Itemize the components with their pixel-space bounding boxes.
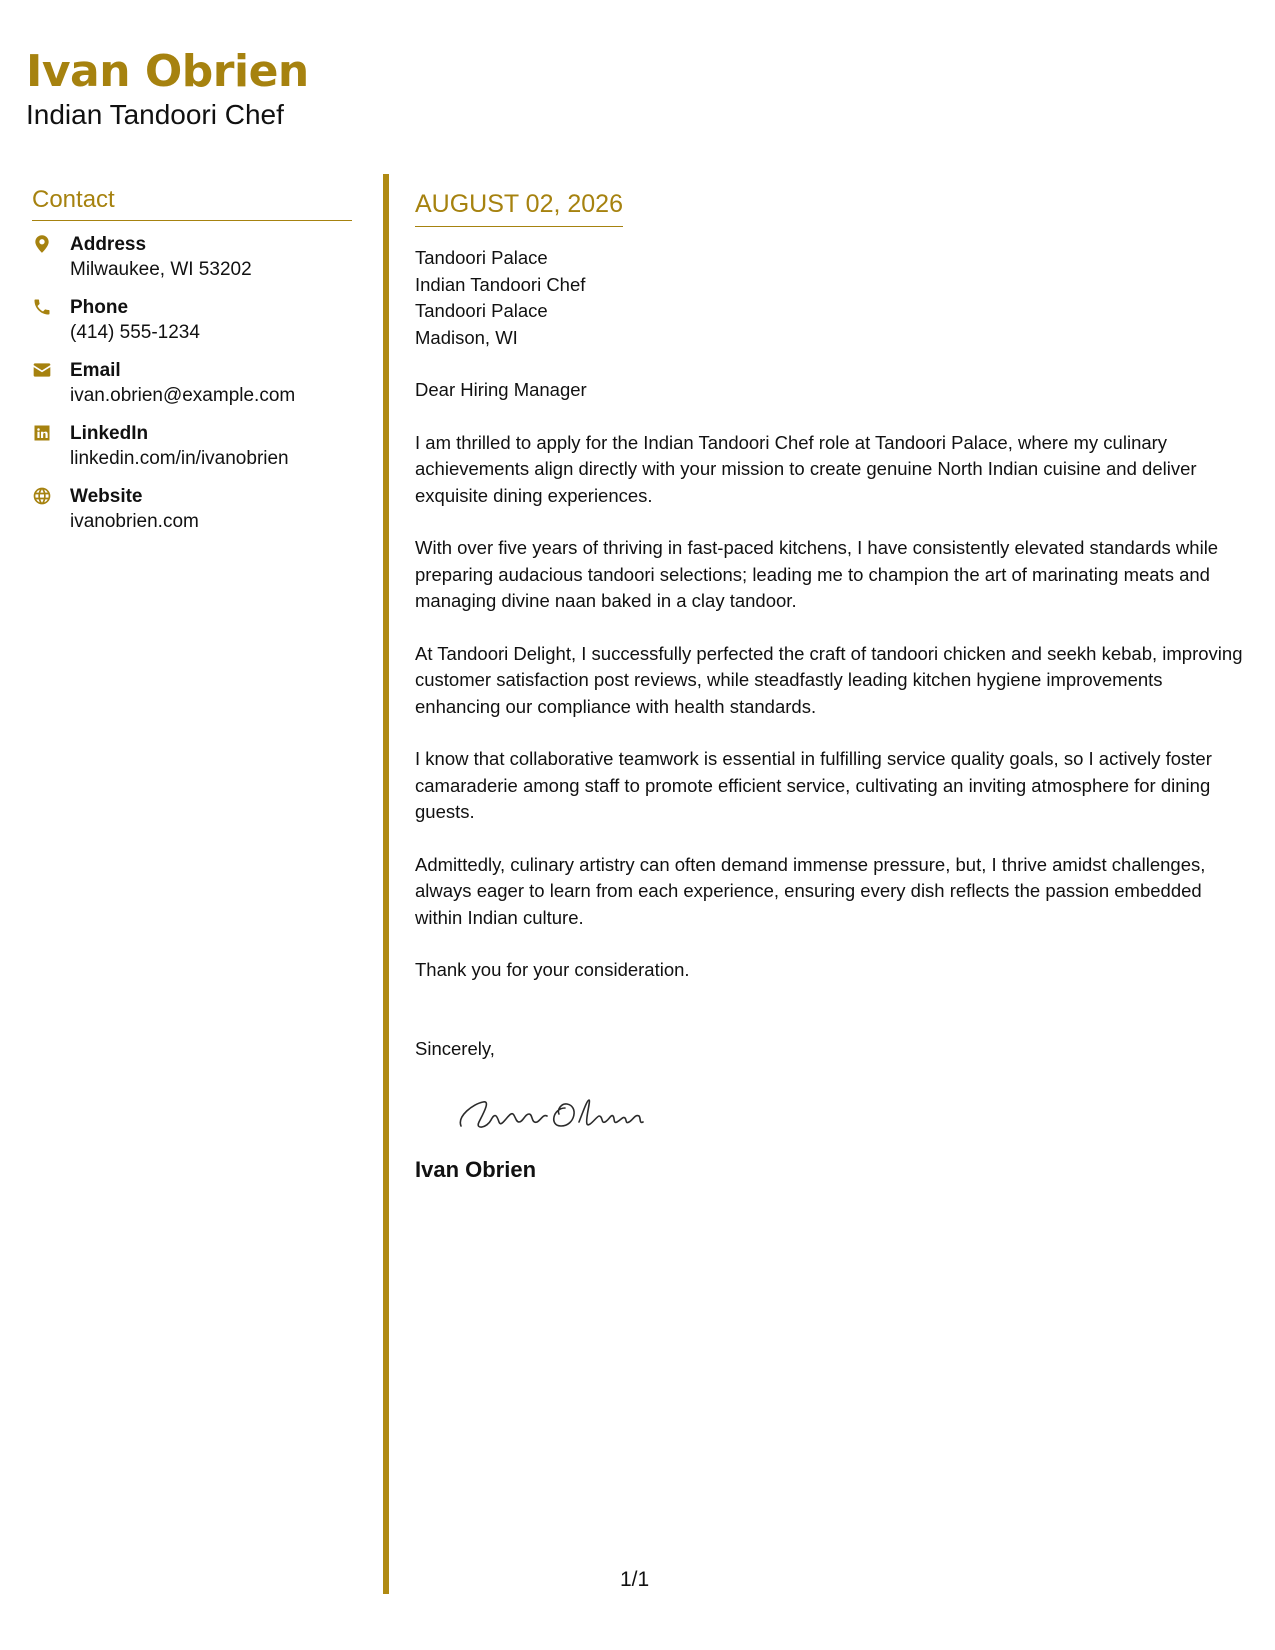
contact-item-linkedin — [32, 422, 352, 485]
recipient-block — [415, 245, 1245, 351]
contact-item-address — [32, 233, 352, 296]
phone-value: (414) 555-1234 — [70, 322, 200, 343]
contact-heading: Contact — [32, 186, 352, 221]
address-value: Milwaukee, WI 53202 — [70, 259, 252, 280]
linkedin-icon — [32, 422, 70, 443]
phone-label: Phone — [70, 297, 129, 318]
signature-graphic — [453, 1086, 653, 1136]
salutation: Dear Hiring Manager — [415, 379, 587, 400]
website-label: Website — [70, 486, 143, 507]
phone-icon — [32, 296, 70, 317]
contact-item-phone — [32, 296, 352, 359]
body-paragraph: I am thrilled to apply for the Indian Tandoori Chef role at Tandoori Palace, where my culinary achievements align directly with your mission to create genuine North Indian cuisine and deliver exquisite dining experiences. — [415, 431, 1197, 506]
recipient-line: Indian Tandoori Chef — [415, 273, 586, 295]
letter-date: AUGUST 02, 2026 — [415, 188, 623, 227]
map-pin-icon — [32, 233, 70, 254]
body-paragraph: I know that collaborative teamwork is essential in fulfilling service quality goals, so I actively foster camaraderie among staff to promote efficient service, cultivating an inviting atmosphere for dining guests. — [415, 748, 1212, 822]
page-number: 1/1 — [620, 1568, 650, 1591]
recipient-line: Tandoori Palace — [415, 247, 548, 268]
closing-thanks: Thank you for your consideration. — [415, 959, 690, 980]
letter-body — [415, 188, 1245, 1184]
header — [26, 44, 309, 132]
handwritten-signature — [453, 1086, 1245, 1136]
body-paragraph: Admittedly, culinary artistry can often demand immense pressure, but, I thrive amidst challenges, always eager to learn from each experience, ensuring every dish reflects the passion embedded within Indian culture. — [415, 853, 1206, 928]
website-value[interactable]: ivanobrien.com — [70, 511, 199, 532]
contact-item-email — [32, 359, 352, 422]
globe-icon — [32, 485, 70, 506]
linkedin-value[interactable]: linkedin.com/in/ivanobrien — [70, 448, 289, 469]
vertical-divider — [383, 174, 389, 1594]
email-label: Email — [70, 360, 121, 381]
contact-item-website — [32, 485, 352, 548]
address-label: Address — [70, 234, 147, 255]
recipient-line: Tandoori Palace — [415, 300, 548, 321]
body-paragraph: At Tandoori Delight, I successfully perfected the craft of tandoori chicken and seekh kebab, improving customer satisfaction post reviews, while steadfastly leading kitchen hygiene improvements enhancing our compliance with health standards. — [415, 642, 1243, 717]
sign-off: Sincerely, — [415, 1037, 495, 1059]
contact-list — [32, 233, 352, 548]
job-title: Indian Tandoori Chef — [26, 99, 284, 130]
signed-name: Ivan Obrien — [415, 1157, 537, 1182]
email-value[interactable]: ivan.obrien@example.com — [70, 385, 296, 406]
recipient-line: Madison, WI — [415, 326, 518, 348]
linkedin-label: LinkedIn — [70, 423, 149, 444]
body-paragraph: With over five years of thriving in fast-paced kitchens, I have consistently elevated standards while preparing audacious tandoori selections; leading me to champion the art of marinating meats and managing divine naan baked in a clay tandoor. — [415, 537, 1219, 611]
contact-sidebar — [32, 186, 352, 548]
envelope-icon — [32, 359, 70, 380]
candidate-name: Ivan Obrien — [26, 46, 309, 97]
